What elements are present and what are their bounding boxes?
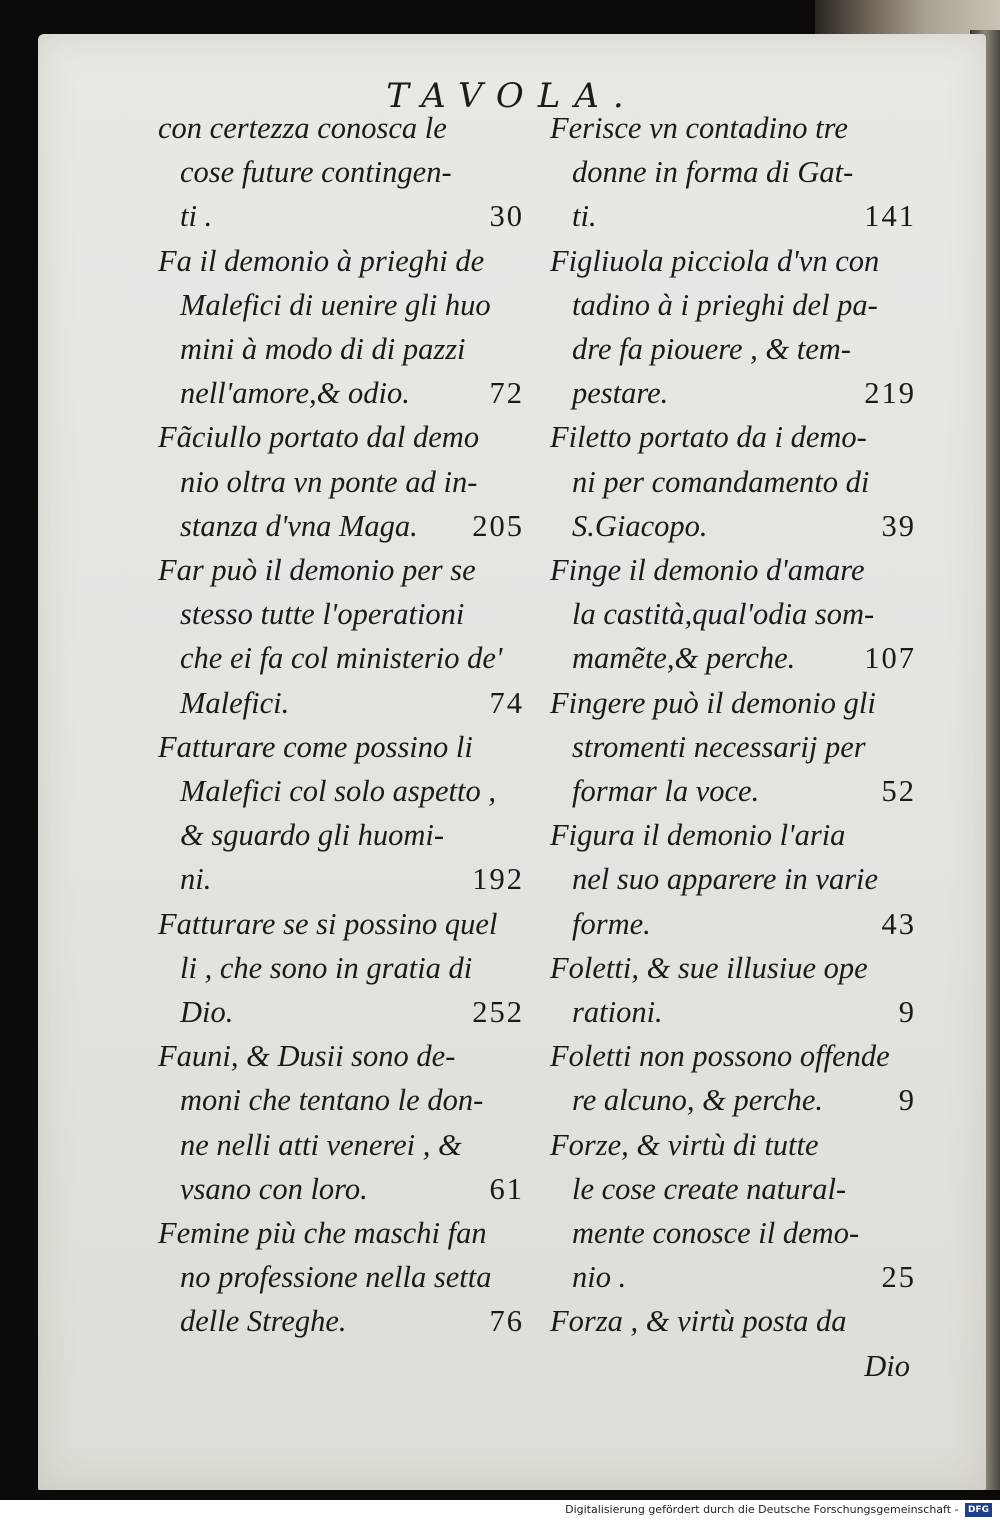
entry-text: Malefici. — [180, 685, 290, 720]
entry-text: stanza d'vna Maga. — [180, 508, 418, 543]
entry-line — [550, 990, 920, 1034]
index-entry — [550, 239, 920, 416]
entry-text: mente conosce il demo- — [572, 1216, 860, 1251]
entry-text: che ei fa col ministerio de' — [180, 641, 503, 676]
entry-text: no professione nella setta — [180, 1260, 492, 1295]
index-entry — [550, 415, 920, 548]
entry-text: ni. — [180, 862, 212, 897]
entry-text: Ferisce vn contadino tre — [550, 111, 848, 145]
index-entry — [158, 902, 528, 1035]
entry-line — [158, 902, 528, 946]
entry-line — [550, 371, 920, 415]
entry-line — [158, 857, 528, 901]
page-number: 76 — [489, 1304, 524, 1339]
index-entry — [158, 548, 528, 725]
entry-line — [550, 415, 920, 459]
page-number: 72 — [489, 376, 524, 411]
page-number: 61 — [489, 1171, 524, 1206]
entry-text: Forze, & virtù di tutte — [550, 1127, 819, 1162]
catchword: Dio — [864, 1348, 910, 1383]
entry-text: Malefici di uenire gli huo — [180, 287, 491, 322]
entry-text: Figura il demonio l'aria — [550, 818, 846, 853]
index-entry — [158, 1034, 528, 1211]
index-entry — [158, 106, 528, 239]
entry-line — [158, 460, 528, 504]
entry-line — [158, 150, 528, 194]
footer-credit: Digitalisierung gefördert durch die Deutsche Forschungsgemeinschaft - — [565, 1503, 959, 1516]
entry-text: Figliuola picciola d'vn con — [550, 243, 880, 278]
entry-line — [158, 1299, 528, 1343]
book-page — [38, 34, 986, 1490]
entry-text: stromenti necessarij per — [572, 729, 866, 764]
entry-text: Foletti non possono offende — [550, 1039, 890, 1074]
entry-line — [158, 1167, 528, 1211]
page-number: 252 — [472, 995, 524, 1030]
entry-line — [158, 415, 528, 459]
entry-text: nio oltra vn ponte ad in- — [180, 464, 478, 499]
page-number: 43 — [881, 906, 916, 941]
index-entry — [550, 681, 920, 814]
entry-text: Forza , & virtù posta da — [550, 1304, 847, 1339]
page-number: 9 — [898, 995, 916, 1030]
page-number: 9 — [898, 1083, 916, 1118]
entry-text: delle Streghe. — [180, 1304, 347, 1339]
digitization-footer — [0, 1500, 1000, 1520]
entry-text: forme. — [572, 906, 651, 941]
entry-text: ne nelli atti venerei , & — [180, 1127, 462, 1162]
entry-text: pestare. — [572, 376, 669, 411]
entry-line — [158, 725, 528, 769]
entry-text: S.Giacopo. — [572, 508, 708, 543]
entry-line — [550, 283, 920, 327]
entry-line — [158, 283, 528, 327]
entry-line — [550, 681, 920, 725]
page-number: 205 — [472, 508, 524, 543]
entry-text: & sguardo gli huomi- — [180, 818, 445, 853]
entry-text: Fatturare come possino li — [158, 729, 473, 764]
entry-text: vsano con loro. — [180, 1171, 368, 1206]
entry-line — [158, 239, 528, 283]
entry-line — [158, 1034, 528, 1078]
entry-line — [550, 636, 920, 680]
entry-text: mini à modo di di pazzi — [180, 332, 466, 367]
page-number: 52 — [881, 774, 916, 809]
entry-line — [158, 548, 528, 592]
entry-text: ti. — [572, 199, 597, 234]
index-column-right — [550, 106, 920, 1388]
index-entry — [158, 1211, 528, 1344]
entry-line — [158, 769, 528, 813]
entry-line — [158, 504, 528, 548]
entry-line — [550, 1078, 920, 1122]
entry-text: Finge il demonio d'amare — [550, 553, 865, 588]
entry-text: rationi. — [572, 995, 663, 1030]
entry-text: dre fa piouere , & tem- — [572, 332, 851, 367]
entry-line — [550, 1255, 920, 1299]
index-entry — [550, 1034, 920, 1122]
entry-line — [550, 1299, 920, 1343]
entry-line — [158, 636, 528, 680]
entry-text: donne in forma di Gat- — [572, 155, 854, 190]
page-number: 219 — [864, 376, 916, 411]
entry-line — [550, 813, 920, 857]
entry-line — [158, 946, 528, 990]
entry-line — [158, 1078, 528, 1122]
index-entry — [550, 813, 920, 946]
entry-text: Filetto portato da i demo- — [550, 420, 867, 455]
dfg-logo-icon: DFG — [965, 1503, 992, 1517]
page-number: 107 — [864, 641, 916, 676]
entry-text: Fingere può il demonio gli — [550, 685, 876, 720]
entry-line — [550, 150, 920, 194]
entry-line — [158, 681, 528, 725]
entry-text: nio . — [572, 1260, 627, 1295]
entry-line — [158, 327, 528, 371]
entry-text: con certezza conosca le — [158, 111, 447, 145]
entry-line — [550, 769, 920, 813]
entry-text: Fa il demonio à prieghi de — [158, 243, 485, 278]
entry-text: Foletti, & sue illusiue ope — [550, 950, 868, 985]
entry-line — [550, 239, 920, 283]
entry-line — [158, 1211, 528, 1255]
entry-text: re alcuno, & perche. — [572, 1083, 823, 1118]
index-entry — [550, 946, 920, 1034]
entry-text: Malefici col solo aspetto , — [180, 774, 496, 809]
page-number: 141 — [864, 199, 916, 234]
page-number: 192 — [472, 862, 524, 897]
page-number: 25 — [881, 1260, 916, 1295]
index-column-left — [158, 106, 528, 1344]
entry-text: nell'amore,& odio. — [180, 376, 410, 411]
entry-text: Fãciullo portato dal demo — [158, 420, 480, 455]
entry-text: formar la voce. — [572, 774, 760, 809]
entry-text: nel suo apparere in varie — [572, 862, 879, 897]
page-number: 39 — [881, 508, 916, 543]
entry-text: Far può il demonio per se — [158, 553, 476, 588]
entry-line — [158, 106, 528, 150]
entry-line — [550, 194, 920, 238]
entry-text: Dio. — [180, 995, 234, 1030]
entry-text: la castità,qual'odia som- — [572, 597, 875, 632]
entry-text: mamẽte,& perche. — [572, 641, 796, 676]
entry-text: cose future contingen- — [180, 155, 452, 190]
entry-text: li , che sono in gratia di — [180, 950, 473, 985]
index-entry — [550, 106, 920, 239]
entry-text: ti . — [180, 199, 213, 234]
entry-line — [550, 106, 920, 150]
entry-text: Femine più che maschi fan — [158, 1216, 487, 1251]
entry-line — [550, 327, 920, 371]
entry-text: tadino à i prieghi del pa- — [572, 287, 878, 322]
entry-line — [550, 504, 920, 548]
entry-line — [158, 990, 528, 1034]
entry-line — [550, 1034, 920, 1078]
entry-line — [550, 725, 920, 769]
entry-text: le cose create natural- — [572, 1171, 847, 1206]
page-number: 30 — [489, 199, 524, 234]
entry-line — [550, 1211, 920, 1255]
entry-text: ni per comandamento di — [572, 464, 870, 499]
index-entry — [550, 1123, 920, 1300]
entry-line — [158, 1255, 528, 1299]
entry-line — [550, 1167, 920, 1211]
index-entry — [158, 239, 528, 416]
entry-line — [158, 813, 528, 857]
entry-text: stesso tutte l'operationi — [180, 597, 465, 632]
entry-line — [158, 194, 528, 238]
entry-line — [550, 902, 920, 946]
entry-line — [158, 1123, 528, 1167]
index-entry — [550, 548, 920, 681]
entry-text: Fatturare se si possino quel — [158, 906, 498, 941]
entry-line — [550, 460, 920, 504]
entry-line — [550, 548, 920, 592]
entry-line — [550, 946, 920, 990]
index-entry — [158, 725, 528, 902]
entry-line — [550, 592, 920, 636]
entry-line — [550, 857, 920, 901]
entry-line — [158, 592, 528, 636]
entry-text: Fauni, & Dusii sono de- — [158, 1039, 456, 1074]
page-number: 74 — [489, 685, 524, 720]
index-entry — [550, 1299, 920, 1343]
index-entry — [158, 415, 528, 548]
entry-line — [550, 1123, 920, 1167]
entry-text: moni che tentano le don- — [180, 1083, 484, 1118]
entry-line — [158, 371, 528, 415]
running-header: TAVOLA. — [386, 76, 638, 116]
